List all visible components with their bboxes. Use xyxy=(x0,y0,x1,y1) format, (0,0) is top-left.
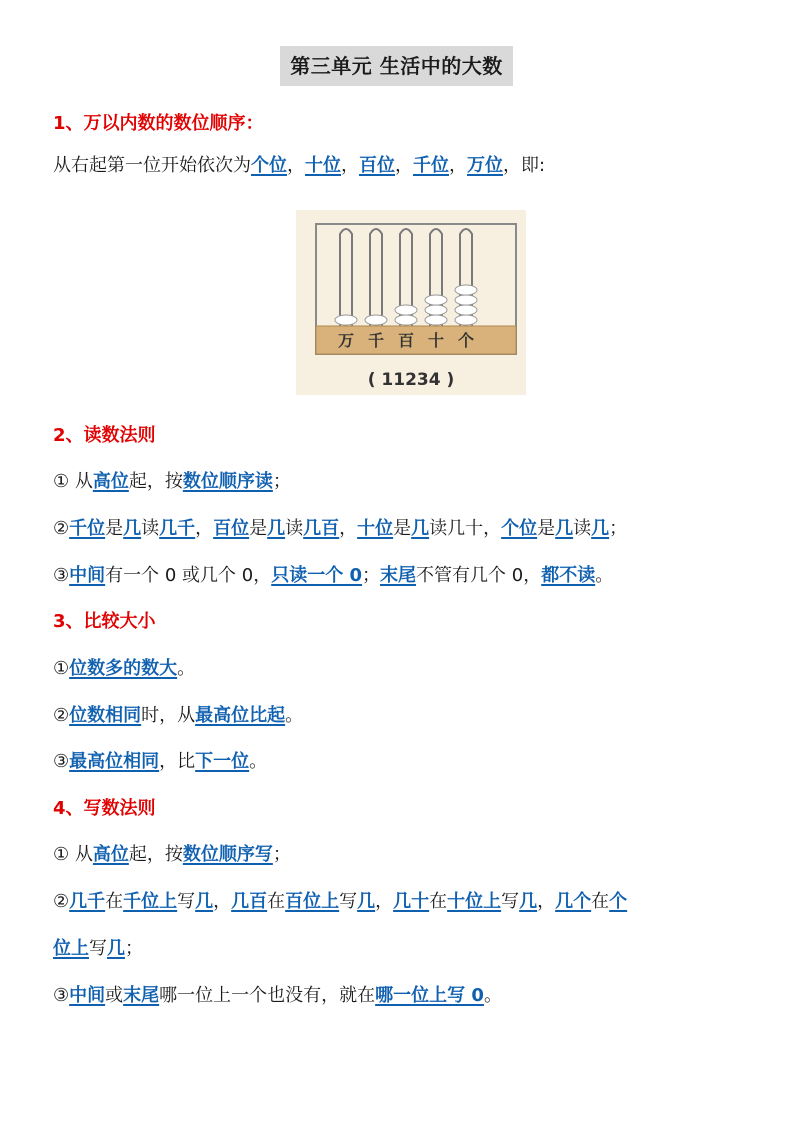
text: ，即: xyxy=(503,155,546,176)
abacus-bead xyxy=(425,315,447,325)
keyword: 几 xyxy=(357,891,376,912)
text: ， xyxy=(341,155,359,176)
section3-rule2 xyxy=(53,702,753,730)
section4-rule1 xyxy=(53,841,753,869)
page-title: 第三单元 生活中的大数 xyxy=(280,46,512,86)
keyword: 几 xyxy=(267,518,286,539)
text: ① 从 xyxy=(53,844,93,865)
abacus-bead xyxy=(395,305,417,315)
section3-rule1 xyxy=(53,655,753,683)
text: 。 xyxy=(483,985,502,1006)
abacus-bead xyxy=(365,315,387,325)
text: ， xyxy=(449,155,467,176)
keyword: 数位顺序读 xyxy=(182,471,273,492)
text: ， xyxy=(213,891,232,912)
text: ① 从 xyxy=(53,471,93,492)
keyword: 几 xyxy=(411,518,430,539)
abacus-place-label: 万 xyxy=(337,331,355,350)
section2-rule1 xyxy=(53,468,753,496)
text: 读 xyxy=(285,518,304,539)
abacus-place-label: 十 xyxy=(427,331,445,350)
keyword: 末尾 xyxy=(123,985,160,1006)
keyword: 几 xyxy=(123,518,142,539)
abacus-bead xyxy=(425,295,447,305)
keyword: 千位 xyxy=(69,518,106,539)
section2-heading: 2、读数法则 xyxy=(53,425,156,446)
text: 起，按 xyxy=(128,844,183,865)
keyword: 十位上 xyxy=(447,891,502,912)
abacus-bead xyxy=(455,305,477,315)
text: ， xyxy=(339,518,358,539)
section1-line1 xyxy=(53,152,753,180)
section4-rule2-line2 xyxy=(53,935,753,963)
text: 写 xyxy=(89,938,107,959)
text: 是 xyxy=(249,518,268,539)
keyword: 数位顺序写 xyxy=(182,844,273,865)
text: 写 xyxy=(177,891,196,912)
text: 是 xyxy=(105,518,124,539)
text: 。 xyxy=(595,565,614,586)
keyword: 位上 xyxy=(53,938,89,959)
keyword: 十位 xyxy=(357,518,394,539)
keyword: 百位上 xyxy=(285,891,340,912)
keyword: 哪一位上写 0 xyxy=(375,985,484,1006)
abacus-bead xyxy=(455,315,477,325)
abacus-bead xyxy=(455,295,477,305)
abacus-place-label: 百 xyxy=(397,331,415,350)
text: ； xyxy=(272,844,291,865)
keyword: 中间 xyxy=(69,565,106,586)
section4-heading: 4、写数法则 xyxy=(53,798,156,819)
keyword: 千位上 xyxy=(123,891,178,912)
text: 。 xyxy=(285,705,304,726)
text: ， xyxy=(375,891,394,912)
keyword: 末尾 xyxy=(380,565,417,586)
keyword: 几百 xyxy=(231,891,268,912)
text: 。 xyxy=(177,658,196,679)
text: 。 xyxy=(249,751,268,772)
abacus-place-label: 千 xyxy=(367,331,385,350)
text: 时，从 xyxy=(141,705,196,726)
text: 在 xyxy=(105,891,124,912)
keyword: 位数相同 xyxy=(69,705,142,726)
section2-rule3 xyxy=(53,562,753,590)
abacus-bead xyxy=(425,305,447,315)
text: 起，按 xyxy=(128,471,183,492)
abacus-number: ( 11234 ) xyxy=(367,370,455,390)
text: ， xyxy=(395,155,413,176)
keyword: 几 xyxy=(591,518,610,539)
text: 从右起第一位开始依次为 xyxy=(53,155,251,176)
keyword: 都不读 xyxy=(541,565,596,586)
section3-heading: 3、比较大小 xyxy=(53,611,156,632)
section4-rule2-line1 xyxy=(53,888,753,916)
keyword: 中间 xyxy=(69,985,106,1006)
text: ② xyxy=(53,705,70,726)
text: ② xyxy=(53,891,70,912)
text: ； xyxy=(272,471,291,492)
text: 在 xyxy=(267,891,286,912)
text: ； xyxy=(362,565,381,586)
title-wrap xyxy=(0,46,793,86)
abacus-rod xyxy=(340,229,352,326)
section3-rule3 xyxy=(53,748,753,776)
text: 不管有几个 0， xyxy=(416,565,542,586)
section2-rule2 xyxy=(53,515,753,543)
keyword: 几千 xyxy=(69,891,106,912)
keyword: 几千 xyxy=(159,518,196,539)
keyword: 百位 xyxy=(213,518,250,539)
text: ，比 xyxy=(159,751,196,772)
keyword: 百位 xyxy=(359,155,395,176)
section4-rule3 xyxy=(53,982,753,1010)
keyword: 几 xyxy=(107,938,125,959)
keyword: 位数多的数大 xyxy=(69,658,178,679)
text: 是 xyxy=(537,518,556,539)
keyword: 万位 xyxy=(467,155,503,176)
keyword: 高位 xyxy=(92,844,129,865)
text: ③ xyxy=(53,751,70,772)
text: 读 xyxy=(573,518,592,539)
section1-heading: 1、万以内数的数位顺序： xyxy=(53,113,264,134)
keyword: 最高位比起 xyxy=(195,705,286,726)
keyword: 几十 xyxy=(393,891,430,912)
text: ； xyxy=(609,518,628,539)
text: ， xyxy=(287,155,305,176)
text: ① xyxy=(53,658,70,679)
abacus-rods xyxy=(335,229,477,326)
text: 哪一位上一个也没有，就在 xyxy=(159,985,376,1006)
abacus-rod xyxy=(370,229,382,326)
text: ③ xyxy=(53,985,70,1006)
text: 写 xyxy=(501,891,520,912)
text: 或 xyxy=(105,985,124,1006)
keyword: 几 xyxy=(519,891,538,912)
abacus-place-label: 个 xyxy=(457,331,475,350)
keyword: 只读一个 0 xyxy=(271,565,363,586)
abacus-image xyxy=(296,210,526,395)
keyword: 高位 xyxy=(92,471,129,492)
keyword: 个位 xyxy=(251,155,287,176)
keyword: 个位 xyxy=(501,518,538,539)
keyword: 最高位相同 xyxy=(69,751,160,772)
text: 在 xyxy=(591,891,610,912)
abacus-bead xyxy=(395,315,417,325)
keyword: 几 xyxy=(195,891,214,912)
text: 在 xyxy=(429,891,448,912)
text: ， xyxy=(195,518,214,539)
text: ； xyxy=(125,938,143,959)
keyword: 下一位 xyxy=(195,751,250,772)
text: 读几十， xyxy=(429,518,502,539)
text: 是 xyxy=(393,518,412,539)
abacus-svg xyxy=(296,210,526,395)
keyword: 几 xyxy=(555,518,574,539)
text: ② xyxy=(53,518,70,539)
abacus-bead xyxy=(455,285,477,295)
keyword: 千位 xyxy=(413,155,449,176)
text: 写 xyxy=(339,891,358,912)
keyword: 几个 xyxy=(555,891,592,912)
text: ③ xyxy=(53,565,70,586)
keyword: 个 xyxy=(609,891,628,912)
text: 有一个 0 或几个 0， xyxy=(105,565,272,586)
keyword: 几百 xyxy=(303,518,340,539)
abacus-bead xyxy=(335,315,357,325)
text: ， xyxy=(537,891,556,912)
text: 读 xyxy=(141,518,160,539)
keyword: 十位 xyxy=(305,155,341,176)
